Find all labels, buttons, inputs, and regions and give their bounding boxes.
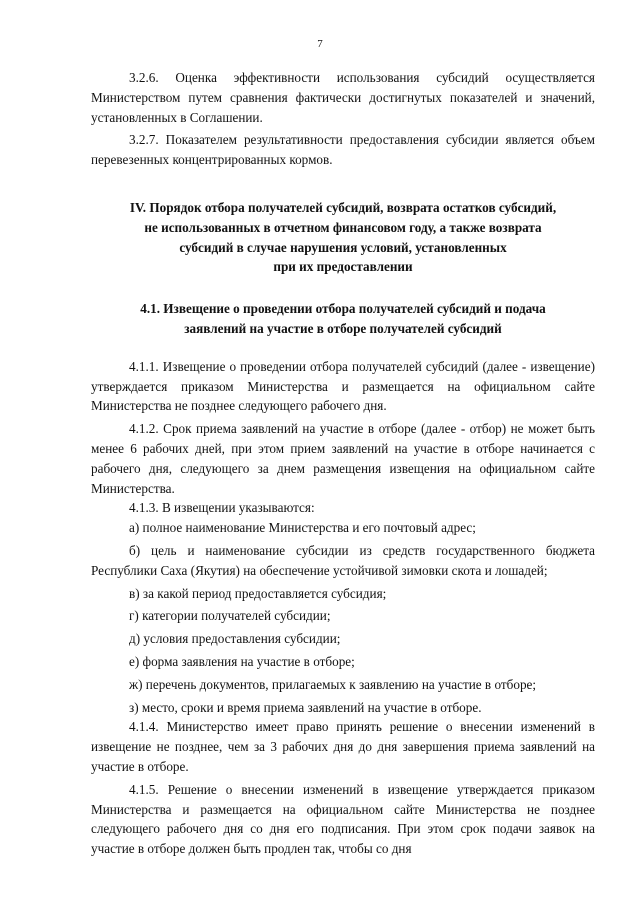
subsection-title	[91, 299, 595, 339]
list-item-g: г) категории получателей субсидии;	[129, 608, 331, 624]
list-item-e: е) форма заявления на участие в отборе;	[129, 653, 355, 669]
list-item-z: з) место, сроки и время приема заявлений на участие в отборе.	[129, 699, 482, 715]
section-title	[91, 198, 595, 277]
subsection-title-line: 4.1. Извещение о проведении отбора получателей субсидий и подача	[140, 301, 546, 317]
list-item-zh: ж) перечень документов, прилагаемых к заявлению на участие в отборе;	[129, 676, 537, 692]
paragraph-4-1-5: 4.1.5. Решение о внесении изменений в извещение утверждается приказом Министерства и размещается на официальном сайте Министерства не позднее следующего рабочего дня со дня его подписания. При этом срок подачи заявок на участие в отборе должен быть продлен так, чтобы со дня	[91, 781, 595, 857]
paragraph-4-1-2: 4.1.2. Срок приема заявлений на участие в отборе (далее - отбор) не может быть менее 6 рабочих дней, при этом прием заявлений на участие в отборе начинается с рабочего дня, следующего за днем размещения извещения на официальном сайте Министерства.	[91, 421, 595, 496]
paragraph-4-1-3: 4.1.3. В извещении указываются:	[129, 500, 315, 516]
paragraph-3-2-6: 3.2.6. Оценка эффективности использования субсидий осуществляется Министерством путем сравнения фактически достигнутых показателей и значений, установленных в Соглашении.	[91, 70, 595, 125]
list-item-b: б) цель и наименование субсидии из средств государственного бюджета Республики Саха (Якутия) на обеспечение устойчивой зимовки скота и лошадей;	[91, 542, 595, 578]
section-title-line: при их предоставлении	[273, 259, 413, 275]
list-item-v: в) за какой период предоставляется субсидия;	[129, 585, 387, 601]
section-title-line: IV. Порядок отбора получателей субсидий, возврата остатков субсидий,	[129, 199, 557, 215]
list-item-a: а) полное наименование Министерства и его почтовый адрес;	[129, 520, 476, 536]
paragraph-4-1-1: 4.1.1. Извещение о проведении отбора получателей субсидий (далее - извещение) утверждается приказом Министерства и размещается на официальном сайте Министерства не позднее следующего рабочего дня.	[91, 358, 595, 414]
paragraph-3-2-7: 3.2.7. Показателем результативности предоставления субсидии является объем перевезенных концентрированных кормов.	[91, 132, 595, 168]
subsection-title-line: заявлений на участие в отборе получателей субсидий	[184, 320, 502, 336]
page-number: 7	[317, 38, 323, 50]
paragraph-4-1-4: 4.1.4. Министерство имеет право принять решение о внесении изменений в извещение не позднее, чем за 3 рабочих дня до дня завершения приема заявлений на участие в отборе.	[91, 719, 595, 774]
document-body	[91, 68, 595, 859]
section-title-line: субсидий в случае нарушения условий, установленных	[179, 239, 507, 255]
list-item-d: д) условия предоставления субсидии;	[129, 631, 341, 647]
section-title-line: не использованных в отчетном финансовом году, а также возврата	[144, 219, 542, 235]
